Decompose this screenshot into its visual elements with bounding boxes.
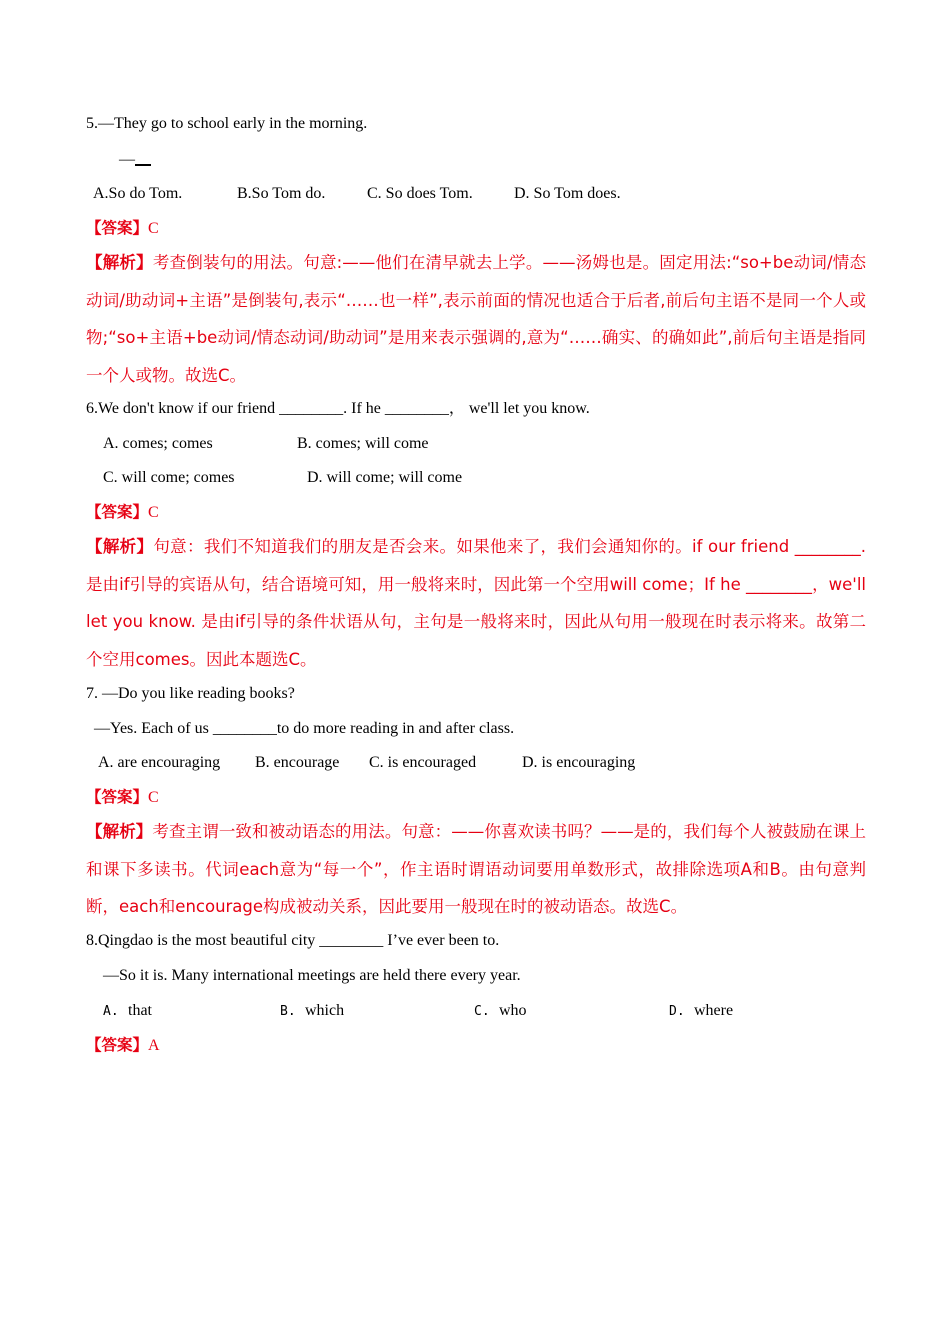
q7-option-b: B. encourage	[255, 754, 340, 771]
q5-reply	[119, 150, 151, 170]
q8-answer	[86, 1035, 160, 1056]
q8-option-b	[280, 1001, 344, 1022]
q8-answer-value: A	[148, 1037, 160, 1054]
q6-option-b: B. comes; will come	[297, 435, 429, 452]
q8-option-a	[103, 1001, 152, 1022]
q5-answer	[86, 218, 159, 239]
q8-option-d	[669, 1001, 733, 1022]
q7-option-c: C. is encouraged	[369, 754, 477, 771]
q8-reply: —So it is. Many international meetings are held there every year.	[103, 967, 521, 984]
q5-option-a: A.So do Tom.	[93, 185, 183, 202]
q5-option-b: B.So Tom do.	[237, 185, 326, 202]
q6-option-a: A. comes; comes	[103, 435, 213, 452]
q8-stem: 8.Qingdao is the most beautiful city ________ I’ve ever been to.	[86, 932, 500, 949]
q6-explanation-text: 句意：我们不知道我们的朋友是否会来。如果他来了，我们会通知你的。if our friend ________.是由if引导的宾语从句，结合语境可知，用一般将来时，因此第一个空用will come；If he ________，we'll let you know. 是由if引导的条件状语从句，主句是一般将来时，因此从句用一般现在时表示将来。故第二个空用comes。因此本题选C。	[86, 537, 867, 669]
q8-option-b-text: which	[305, 1002, 345, 1019]
q5-answer-value: C	[148, 220, 159, 237]
q6-stem: 6.We don't know if our friend ________. If he ________， we'll let you know.	[86, 400, 590, 417]
q5-option-d: D. So Tom does.	[514, 185, 621, 202]
q5-explanation	[86, 244, 866, 394]
q6-explanation-label: 【解析】	[86, 537, 154, 556]
q8-option-c	[474, 1001, 527, 1022]
q6-option-d: D. will come; will come	[307, 469, 463, 486]
q8-option-a-text: that	[128, 1002, 152, 1019]
q8-answer-label: 【答案】	[86, 1036, 149, 1054]
q5-reply-dash: —	[119, 151, 135, 168]
q5-reply-blank	[135, 150, 151, 166]
q7-answer-value: C	[148, 789, 159, 806]
q8-option-a-letter: A.	[103, 1004, 119, 1019]
q7-explanation	[86, 813, 866, 926]
q7-option-a: A. are encouraging	[98, 754, 221, 771]
q6-answer	[86, 502, 159, 523]
q8-option-d-text: where	[694, 1002, 734, 1019]
q5-explanation-text: 考查倒装句的用法。句意:——他们在清早就去上学。——汤姆也是。固定用法:“so+be动词/情态动词/助动词+主语”是倒装句,表示“……也一样”,表示前面的情况也适合于后者,前后句主语不是同一个人或物;“so+主语+be动词/情态动词/助动词”是用来表示强调的,意为“……确实、的确如此”,前后句主语是指同一个人或物。故选C。	[86, 253, 866, 385]
q7-reply: —Yes. Each of us ________to do more reading in and after class.	[94, 720, 515, 737]
q5-answer-label: 【答案】	[86, 219, 149, 237]
q8-option-b-letter: B.	[280, 1004, 296, 1019]
q8-option-d-letter: D.	[669, 1004, 685, 1019]
q6-answer-value: C	[148, 504, 159, 521]
q7-answer	[86, 787, 159, 808]
q6-explanation	[86, 528, 866, 678]
q8-option-c-text: who	[499, 1002, 527, 1019]
q6-answer-label: 【答案】	[86, 503, 149, 521]
q7-option-d: D. is encouraging	[522, 754, 636, 771]
q8-option-c-letter: C.	[474, 1004, 490, 1019]
q5-explanation-label: 【解析】	[86, 253, 153, 272]
q7-explanation-label: 【解析】	[86, 822, 153, 841]
q5-stem: 5.—They go to school early in the morning.	[86, 115, 368, 132]
q5-option-c: C. So does Tom.	[367, 185, 473, 202]
q7-stem: 7. —Do you like reading books?	[86, 685, 295, 702]
q6-option-c: C. will come; comes	[103, 469, 235, 486]
q7-answer-label: 【答案】	[86, 788, 149, 806]
q7-explanation-text: 考查主谓一致和被动语态的用法。句意：——你喜欢读书吗？——是的，我们每个人被鼓励在课上和课下多读书。代词each意为“每一个”，作主语时谓语动词要用单数形式，故排除选项A和B。由句意判断，each和encourage构成被动关系，因此要用一般现在时的被动语态。故选C。	[86, 822, 867, 916]
